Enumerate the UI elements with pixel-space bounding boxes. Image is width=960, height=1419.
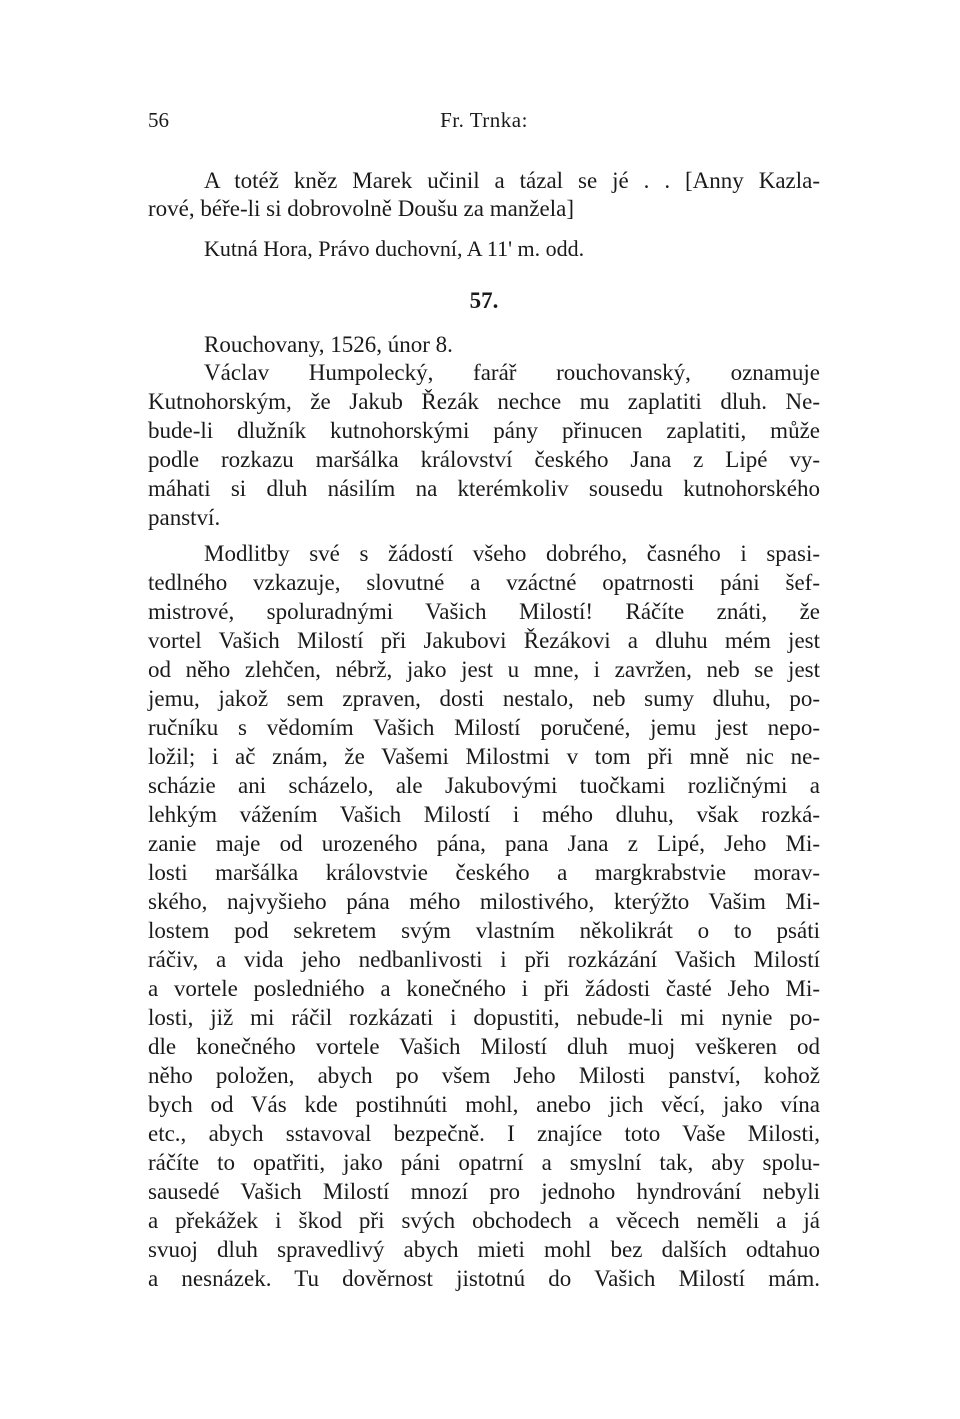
letter-line: jemu, jakož sem zpraven, dosti nestalo, neb sumy dluhu, po-: [148, 686, 820, 711]
regest-line: podle rozkazu maršálka království českého Jana z Lipé vy-: [148, 447, 820, 472]
letter-line: něho položen, abych po všem Jeho Milosti panství, kohož: [148, 1063, 820, 1088]
letter-line: ráčíte to opatřiti, jako páni opatrní a smyslní tak, aby spolu-: [148, 1150, 820, 1175]
letter-line: svuoj dluh spravedlivý abych mieti mohl bez dalších odtahuo: [148, 1237, 820, 1262]
letter-line: od něho zlehčen, nébrž, jako jest u mne, i zavržen, neb se jest: [148, 657, 820, 682]
regest-line: máhati si dluh násilím na kterémkoliv sousedu kutnohorského: [148, 476, 820, 501]
source-note: Kutná Hora, Právo duchovní, A 11' m. odd.: [204, 236, 585, 261]
letter-line: dle konečného vortele Vašich Milostí dluh muoj veškeren od: [148, 1034, 820, 1059]
intro-line: rové, béře-li si dobrovolně Doušu za manžela]: [148, 196, 574, 221]
letter-line: losti maršálka královstvie českého a margkrabstvie morav-: [148, 860, 820, 885]
letter-line: lostem pod sekretem svým vlastním několikrát o to psáti: [148, 918, 820, 943]
regest-line: Kutnohorským, že Jakub Řezák nechce mu zaplatiti dluh. Ne-: [148, 389, 820, 414]
letter-line: Modlitby své s žádostí všeho dobrého, časného i spasi-: [204, 541, 820, 566]
regest-line: Václav Humpolecký, farář rouchovanský, oznamuje: [204, 360, 820, 385]
letter-line: tedlného vzkazuje, slovutné a vzáctné opatrnosti páni šef-: [148, 570, 820, 595]
letter-line: ručníku s vědomím Vašich Milostí poručené, jemu jest nepo-: [148, 715, 820, 740]
letter-line: sausedé Vašich Milostí mnozí pro jednoho hyndrování nebyli: [148, 1179, 820, 1204]
dateline: Rouchovany, 1526, únor 8.: [204, 332, 453, 357]
letter-line: etc., abych sstavoval bezpečně. I znajíce toto Vaše Milosti,: [148, 1121, 820, 1146]
page-header: [148, 108, 820, 138]
letter-line: vortel Vašich Milostí při Jakubovi Řezákovi a dluhu mém jest: [148, 628, 820, 653]
letter-line: lehkým vážením Vašich Milostí i mého dluhu, však rozká-: [148, 802, 820, 827]
document-number: 57.: [469, 288, 499, 313]
letter-line: bych od Vás kde postihnúti mohl, anebo jich věcí, jako vína: [148, 1092, 820, 1117]
letter-line: ského, najvyšieho pána mého milostivého, kterýžto Vašim Mi-: [148, 889, 820, 914]
intro-line: A totéž kněz Marek učinil a tázal se jé . . [Anny Kazla-: [204, 168, 820, 193]
page-number: 56: [148, 108, 169, 132]
letter-line: scházie ani scházelo, ale Jakubovými tuočkami rozličnými a: [148, 773, 820, 798]
letter-line: a nesnázek. Tu dověrnost jistotnú do Vašich Milostí mám.: [148, 1266, 820, 1291]
letter-line: a vortele posledniého a konečného i při žádosti časté Jeho Mi-: [148, 976, 820, 1001]
regest-line: panství.: [148, 505, 221, 530]
regest-line: bude-li dlužník kutnohorskými pány přinucen zaplatiti, může: [148, 418, 820, 443]
letter-line: losti, již mi ráčil rozkázati i dopustiti, nebude-li mi nynie po-: [148, 1005, 820, 1030]
letter-line: ložil; i ač znám, že Vašemi Milostmi v tom při mně nic ne-: [148, 744, 820, 769]
letter-line: zanie maje od urozeného pána, pana Jana z Lipé, Jeho Mi-: [148, 831, 820, 856]
letter-line: mistrové, spoluradnými Vašich Milostí! Ráčíte znáti, že: [148, 599, 820, 624]
letter-line: ráčiv, a vida jeho nedbanlivosti i při rozkázání Vašich Milostí: [148, 947, 820, 972]
letter-line: a překážek i škod při svých obchodech a věcech neměli a já: [148, 1208, 820, 1233]
running-title: Fr. Trnka:: [440, 108, 528, 132]
